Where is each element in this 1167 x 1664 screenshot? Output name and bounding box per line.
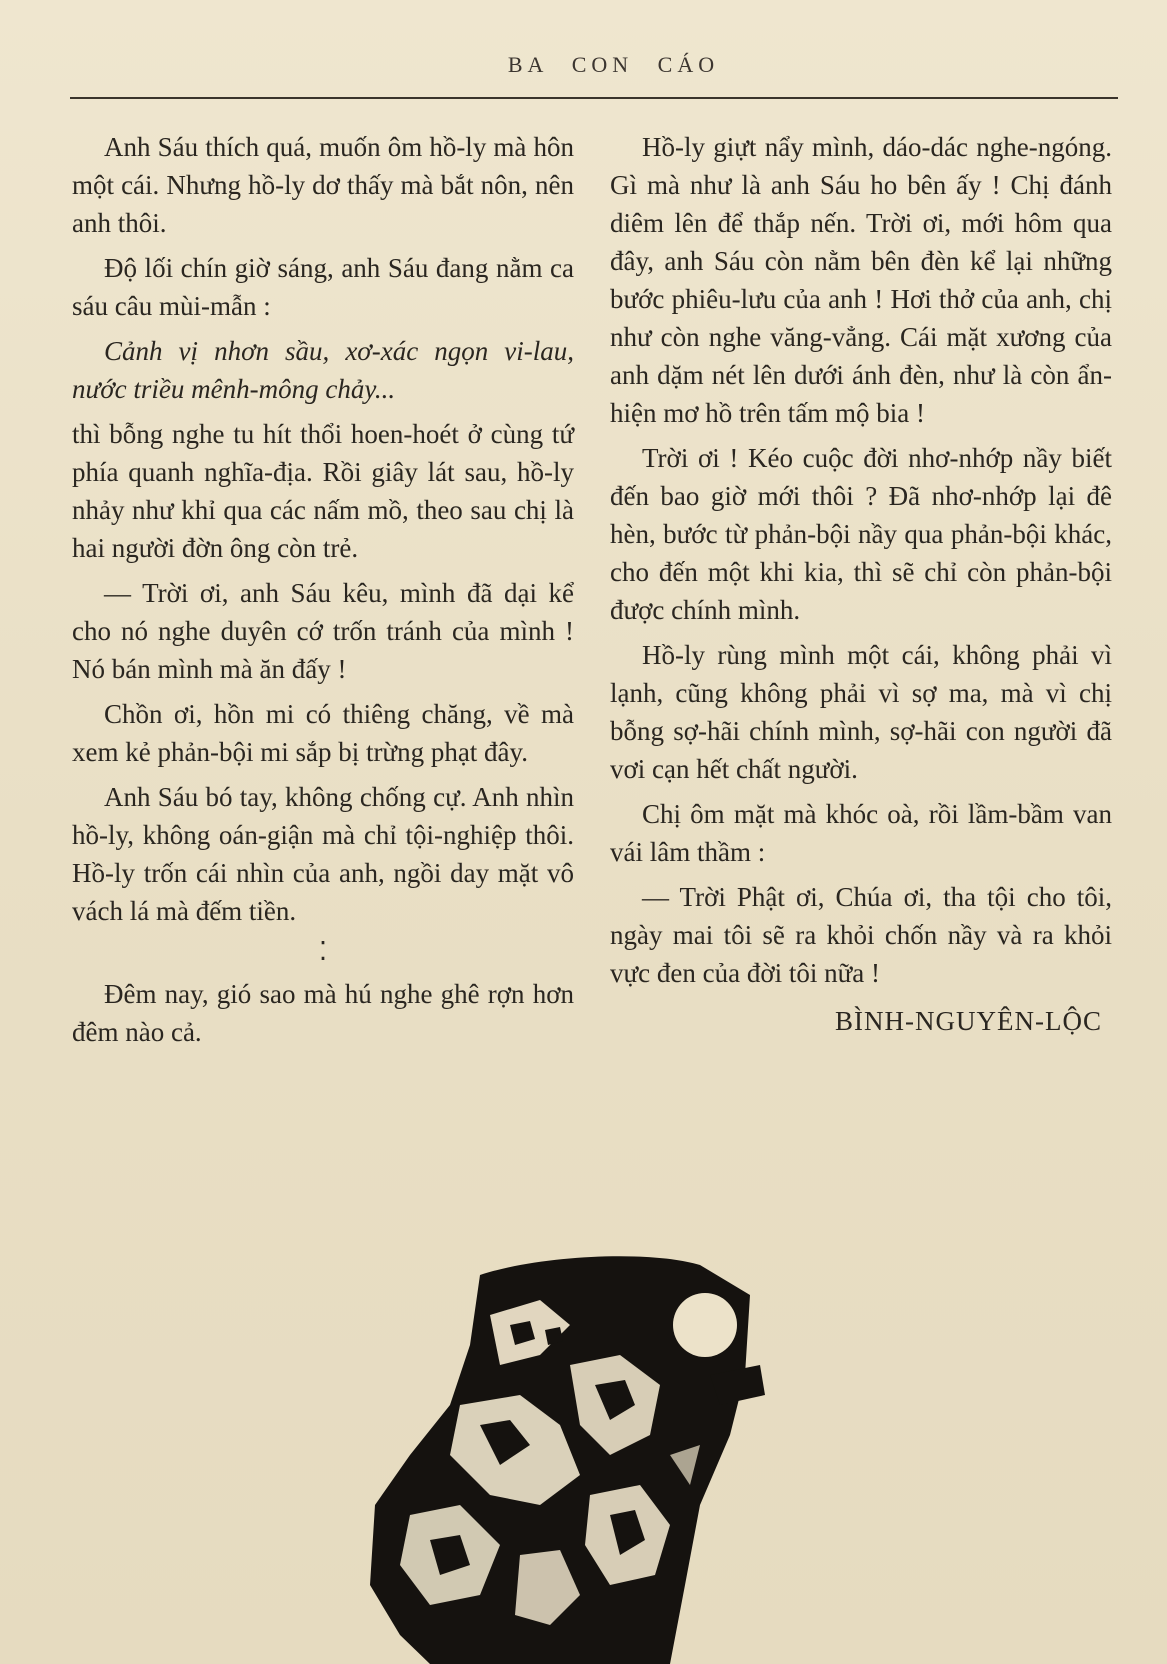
fox-figure-moon-icon — [370, 1255, 800, 1664]
dialogue-paragraph: — Trời ơi, anh Sáu kêu, mình đã dại kể cho nó nghe duyên cớ trốn tránh của mình ! Nó bán mình mà ăn đấy ! — [72, 578, 574, 684]
paragraph: Độ lối chín giờ sáng, anh Sáu đang nằm ca sáu câu mùi-mẫn : — [72, 253, 574, 321]
moon — [673, 1293, 737, 1357]
paragraph: Đêm nay, gió sao mà hú nghe ghê rợn hơn đêm nào cả. — [72, 979, 574, 1047]
author-signature: BÌNH-NGUYÊN-LỘC — [835, 1006, 1102, 1036]
paragraph: Chồn ơi, hồn mi có thiêng chăng, về mà xem kẻ phản-bội mi sắp bị trừng phạt đây. — [72, 699, 574, 767]
paragraph: Chị ôm mặt mà khóc oà, rồi lầm-bầm van vái lâm thầm : — [610, 799, 1112, 867]
paragraph: Hồ-ly rùng mình một cái, không phải vì lạnh, cũng không phải vì sợ ma, mà vì chị bỗng sợ-hãi chính mình, sợ-hãi con người đã vơi cạn hết chất người. — [610, 640, 1112, 784]
section-separator: ⁚ — [318, 937, 328, 966]
woodcut-illustration — [370, 1255, 800, 1664]
left-column — [72, 128, 574, 1058]
running-title: BA CON CÁO — [507, 52, 720, 77]
dialogue-paragraph: — Trời Phật ơi, Chúa ơi, tha tội cho tôi, ngày mai tôi sẽ ra khỏi chốn nầy và ra khỏi vực đen của đời tôi nữa ! — [610, 882, 1112, 988]
paragraph: Anh Sáu thích quá, muốn ôm hồ-ly mà hôn một cái. Nhưng hồ-ly dơ thấy mà bắt nôn, nên anh thôi. — [72, 132, 574, 238]
paragraph: Anh Sáu bó tay, không chống cự. Anh nhìn hồ-ly, không oán-giận mà chỉ tội-nghiệp thôi. Hồ-ly trốn cái nhìn của anh, ngồi day mặt vô vách lá mà đếm tiền. — [72, 782, 574, 926]
header-rule — [70, 97, 1118, 99]
paragraph: Hồ-ly giựt nẩy mình, dáo-dác nghe-ngóng. Gì mà như là anh Sáu ho bên ấy ! Chị đánh diêm lên để thắp nến. Trời ơi, mới hôm qua đây, anh Sáu còn nằm bên đèn kể lại những bước phiêu-lưu của anh ! Hơi thở của anh, chị như còn nghe văng-vẳng. Cái mặt xương của anh dặm nét lên dưới ánh đèn, như là còn ẩn-hiện mơ hồ trên tấm mộ bia ! — [610, 132, 1112, 428]
paragraph: Trời ơi ! Kéo cuộc đời nhơ-nhớp nầy biết đến bao giờ mới thôi ? Đã nhơ-nhớp lại đê hèn, bước từ phản-bội nầy qua phản-bội khác, cho đến một khi kia, thì sẽ chỉ còn phản-bội được chính mình. — [610, 443, 1112, 625]
right-column — [610, 128, 1112, 1047]
paragraph: thì bỗng nghe tu hít thổi hoen-hoét ở cùng tứ phía quanh nghĩa-địa. Rồi giây lát sau, hồ-ly nhảy như khỉ qua các nấm mồ, theo sau chị là hai người đờn ông còn trẻ. — [72, 419, 574, 563]
verse-line: Cảnh vị nhơn sầu, xơ-xác ngọn vi-lau, nước triều mênh-mông chảy... — [72, 336, 574, 404]
